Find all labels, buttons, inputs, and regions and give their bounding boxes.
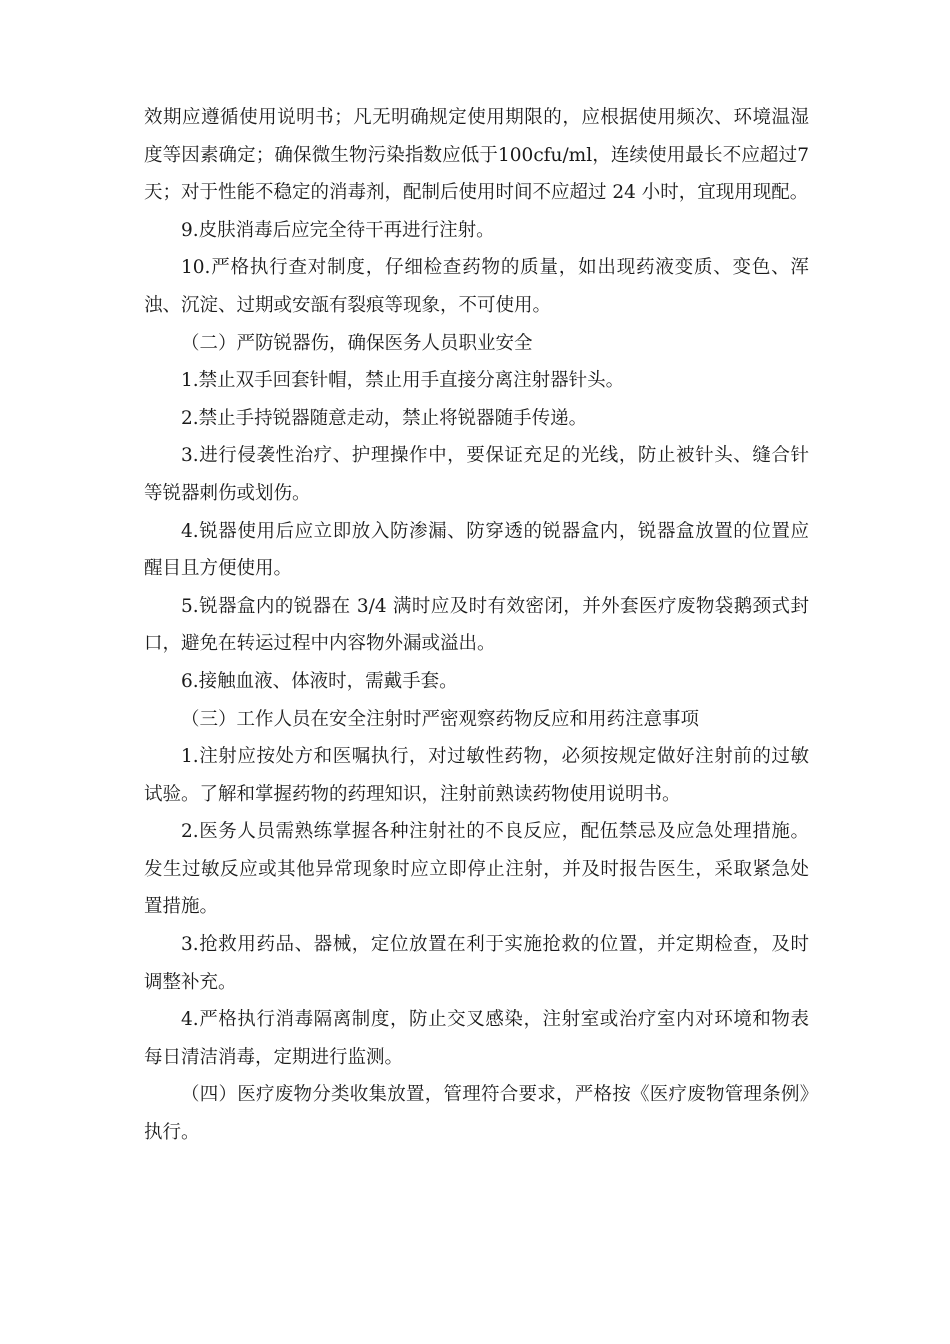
section-heading-2: （二）严防锐器伤，确保医务人员职业安全 <box>181 332 533 354</box>
document-body <box>144 99 809 1152</box>
paragraph-sharps-3: 3.进行侵袭性治疗、护理操作中，要保证充足的光线，防止被针头、缝合针等锐器刺伤或划伤。 <box>144 445 809 504</box>
paragraph-sharps-6: 6.接触血液、体液时，需戴手套。 <box>181 670 458 692</box>
paragraph-sharps-2: 2.禁止手持锐器随意走动，禁止将锐器随手传递。 <box>181 407 588 429</box>
paragraph-observe-4: 4.严格执行消毒隔离制度，防止交叉感染，注射室或治疗室内对环境和物表每日清洁消毒，定期进行监测。 <box>144 1009 809 1068</box>
paragraph-observe-2: 2.医务人员需熟练掌握各种注射社的不良反应，配伍禁忌及应急处理措施。发生过敏反应或其他异常现象时应立即停止注射，并及时报告医生，采取紧急处置措施。 <box>144 821 809 918</box>
paragraph-observe-1: 1.注射应按处方和医嘱执行，对过敏性药物，必须按规定做好注射前的过敏试验。了解和掌握药物的药理知识，注射前熟读药物使用说明书。 <box>144 746 809 805</box>
paragraph-sharps-1: 1.禁止双手回套针帽，禁止用手直接分离注射器针头。 <box>181 370 625 392</box>
paragraph-sharps-4: 4.锐器使用后应立即放入防渗漏、防穿透的锐器盒内，锐器盒放置的位置应醒目且方便使用。 <box>144 520 809 580</box>
paragraph-disinfectant-validity: 效期应遵循使用说明书；凡无明确规定使用期限的，应根据使用频次、环境温湿度等因素确定；确保微生物污染指数应低于100cfu/ml，连续使用最长不应超过7 天；对于性能不稳定的消毒剂，配制后使用时间不应超过 24 小时，宜现用现配。 <box>144 107 809 204</box>
paragraph-item-10: 10.严格执行查对制度，仔细检查药物的质量，如出现药液变质、变色、浑浊、沉淀、过期或安瓿有裂痕等现象，不可使用。 <box>144 257 809 316</box>
section-heading-3: （三）工作人员在安全注射时严密观察药物反应和用药注意事项 <box>181 708 700 730</box>
paragraph-sharps-5: 5.锐器盒内的锐器在 3/4 满时应及时有效密闭，并外套医疗废物袋鹅颈式封口，避免在转运过程中内容物外漏或溢出。 <box>144 595 809 655</box>
section-heading-4: （四）医疗废物分类收集放置，管理符合要求，严格按《医疗废物管理条例》执行。 <box>144 1084 809 1144</box>
paragraph-item-9: 9.皮肤消毒后应完全待干再进行注射。 <box>181 219 495 241</box>
paragraph-observe-3: 3.抢救用药品、器械，定位放置在利于实施抢救的位置，并定期检查，及时调整补充。 <box>144 934 809 993</box>
